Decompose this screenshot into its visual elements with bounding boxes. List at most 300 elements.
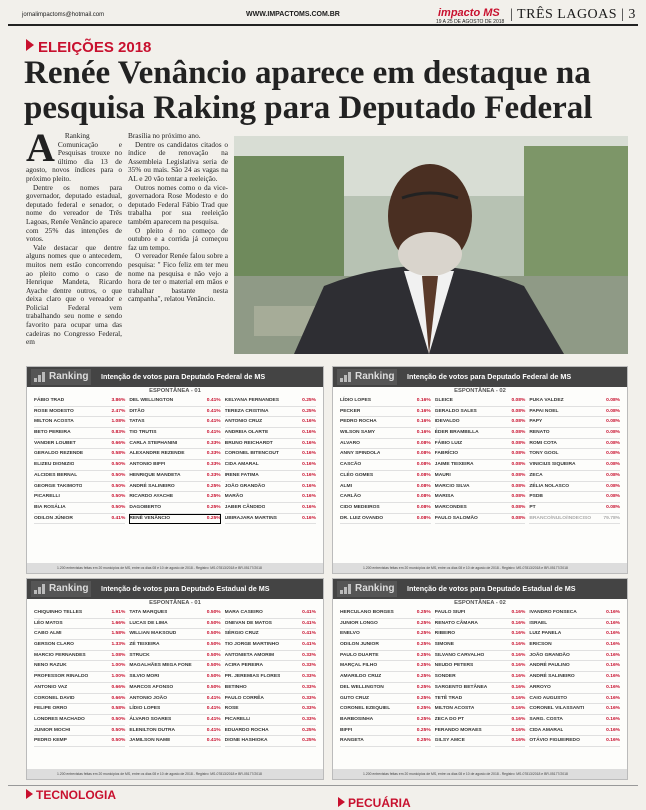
poll-row: [225, 503, 316, 514]
ranking-logo: [31, 581, 91, 597]
poll-row: [225, 726, 316, 737]
candidate-percent: 0.25%: [416, 663, 431, 669]
candidate-percent: 0.08%: [511, 472, 526, 478]
candidate-name: JUNIOR LONGO: [340, 620, 378, 626]
candidate-percent: 0.16%: [302, 494, 316, 500]
candidate-name: KELYANA FERNANDES: [224, 398, 280, 403]
candidate-name: RANGETA: [340, 738, 364, 744]
candidate-percent: 0.16%: [606, 684, 621, 690]
candidate-percent: 1.33%: [111, 642, 126, 648]
candidate-name: ODILON JÚNIOR: [34, 515, 73, 521]
candidate-name: ROSE MODESTO: [34, 408, 74, 414]
candidate-name: JOÃO GRANDÃO: [224, 483, 266, 489]
candidate-name: FÁBIO TRAD: [34, 398, 65, 403]
poll-row: [435, 672, 526, 683]
candidate-percent: 0.16%: [511, 674, 526, 680]
candidate-percent: 0.08%: [511, 483, 526, 489]
candidate-percent: 0.08%: [511, 515, 526, 521]
ranking-logo-text: Ranking: [49, 371, 89, 382]
candidate-percent: 1.00%: [111, 674, 126, 680]
poll-row: [340, 683, 431, 694]
candidate-name: IRENE FATIMA: [224, 472, 259, 478]
candidate-name: NEUDO PETERS: [434, 663, 474, 669]
candidate-percent: 0.50%: [206, 663, 221, 669]
candidate-name: SIMONE: [434, 642, 454, 648]
candidate-percent: 0.16%: [606, 738, 621, 744]
poll-row: [529, 661, 620, 672]
candidate-percent: 0.16%: [302, 472, 316, 478]
poll-row: [129, 407, 220, 418]
candidate-name: PAULO SALOMÃO: [434, 515, 478, 521]
candidate-percent: 0.33%: [302, 663, 316, 669]
next-section-tecnologia: [26, 788, 116, 802]
candidate-percent: 0.41%: [111, 515, 126, 521]
candidate-name: CAIO AUGUSTO: [529, 695, 568, 701]
poll-column: [433, 608, 528, 747]
poll-row: [529, 439, 620, 450]
candidate-percent: 0.50%: [206, 631, 221, 637]
chart-bars-icon: [34, 372, 45, 382]
poll-row: [225, 661, 316, 672]
candidate-name: BIA ROSÁLIA: [34, 504, 66, 510]
poll-row: [529, 471, 620, 482]
candidate-percent: 0.08%: [606, 440, 621, 446]
candidate-name: ANDRÉ SALINEIRO: [129, 483, 175, 489]
candidate-name: CHIQUINHO TELLES: [34, 610, 83, 615]
candidate-name: SILVIO MORI: [129, 674, 160, 680]
candidate-name: PAPAI NOEL: [529, 408, 559, 414]
poll-row: [529, 492, 620, 503]
candidate-name: LUCAS DE LIMA: [129, 620, 168, 626]
poll-panel-federal-1: [26, 366, 324, 574]
candidate-percent: 0.50%: [111, 727, 126, 733]
poll-column: [32, 608, 127, 747]
poll-grid: [27, 396, 323, 524]
poll-row: [529, 726, 620, 737]
poll-row: [340, 736, 431, 747]
candidate-percent: 0.25%: [416, 738, 431, 744]
candidate-percent: 0.25%: [416, 652, 431, 658]
candidate-percent: 0.25%: [206, 515, 221, 521]
candidate-name: WILLIAN MAKSOUD: [129, 631, 177, 637]
poll-row: [529, 482, 620, 493]
candidate-name: ANDREIA OLARTE: [224, 430, 269, 436]
triangle-marker-icon: [26, 789, 33, 799]
candidate-name: GEORGE TAKIMOTO: [34, 483, 83, 489]
poll-row: [435, 503, 526, 514]
candidate-name: RENATO: [529, 430, 550, 436]
article-paragraph: Outros nomes como o da vice-governadora Rose Modesto e do deputado Federal Fábio Trad que trabalha por sua reeleição também aparecem na pesquisa.: [128, 182, 228, 226]
poll-row: [34, 640, 125, 651]
candidate-percent: 0.33%: [302, 695, 316, 701]
poll-row: [529, 640, 620, 651]
candidate-name: EDUARDO ROCHA: [224, 727, 269, 733]
candidate-percent: 0.25%: [416, 674, 431, 680]
candidate-name: CORONEL VILASSANTI: [529, 706, 585, 712]
poll-row: [340, 672, 431, 683]
poll-row: [225, 683, 316, 694]
candidate-name: ALMI: [340, 483, 352, 489]
candidate-percent: 0.16%: [302, 451, 316, 457]
candidate-percent: 0.08%: [511, 430, 526, 436]
poll-row: [34, 471, 125, 482]
poll-row: [529, 683, 620, 694]
poll-row: [225, 514, 316, 525]
poll-row: [225, 460, 316, 471]
candidate-name: CASCÃO: [340, 462, 362, 468]
candidate-percent: 0.16%: [606, 695, 621, 701]
candidate-percent: 0.16%: [302, 462, 316, 468]
poll-row: [340, 661, 431, 672]
poll-footer: 1.200 entrevistas feitas em 20 municípios de MS, entre os dias 08 e 10 de agosto de 2018 - Registro: MS-07813/2018 e BR-05177/2018: [333, 563, 627, 573]
candidate-name: IDEVALDO: [434, 419, 460, 425]
candidate-name: ISRAEL: [529, 620, 548, 626]
poll-column: [127, 608, 222, 747]
poll-row: [225, 471, 316, 482]
poll-column: [32, 396, 127, 524]
candidate-name: MAGALHÃES MEGA FONE: [129, 663, 192, 669]
candidate-percent: 0.08%: [606, 398, 621, 403]
candidate-percent: 0.16%: [511, 738, 526, 744]
candidate-name: HERCULANO BORGES: [340, 610, 394, 615]
candidate-name: FERANDO MORAES: [434, 727, 482, 733]
candidate-percent: 0.50%: [206, 652, 221, 658]
candidate-name: LÍDIO LOPES: [129, 706, 161, 712]
poll-row: [529, 694, 620, 705]
candidate-percent: 0.41%: [302, 642, 316, 648]
poll-row: [129, 482, 220, 493]
candidate-name: DAGOBERTO: [129, 504, 162, 510]
article-paragraph: Dentre os candidatos citados o índice de renovação na Assembleia Legislativa seria de 35% ou mais. São 24 as vagas na AL e 20 vão tentar a reeleição.: [128, 139, 228, 183]
poll-row: [129, 608, 220, 619]
poll-row: [225, 651, 316, 662]
poll-row: [129, 428, 220, 439]
candidate-percent: 0.16%: [302, 440, 316, 446]
candidate-percent: 0.25%: [206, 504, 221, 510]
candidate-percent: 0.08%: [511, 398, 526, 403]
poll-row: [34, 482, 125, 493]
candidate-name: ANDRÉ PAULINO: [529, 663, 570, 669]
candidate-percent: 79.78%: [603, 515, 621, 521]
candidate-percent: 0.08%: [416, 451, 431, 457]
poll-subtitle: ESPONTÂNEA - 01: [149, 600, 201, 606]
candidate-name: ELENILTON DUTRA: [129, 727, 176, 733]
poll-title: Intenção de votos para Deputado Estadual de MS: [407, 584, 576, 593]
candidate-percent: 0.16%: [606, 610, 621, 615]
section-divider: [8, 785, 638, 786]
candidate-percent: 0.16%: [606, 674, 621, 680]
candidate-name: MARÇAL FILHO: [340, 663, 378, 669]
candidate-name: PAULO CORRÊA: [224, 695, 264, 701]
poll-row: [129, 661, 220, 672]
poll-row: [225, 694, 316, 705]
poll-header: [333, 367, 627, 387]
candidate-name: MILTON ACOSTA: [34, 419, 74, 425]
candidate-percent: 0.25%: [206, 483, 221, 489]
poll-row: [340, 460, 431, 471]
poll-grid: [333, 608, 627, 747]
candidate-name: ANTONIO CRUZ: [224, 419, 263, 425]
poll-row: [529, 514, 620, 525]
candidate-name: JAIME TEIXEIRA: [434, 462, 474, 468]
poll-row: [340, 449, 431, 460]
candidate-percent: 0.50%: [206, 674, 221, 680]
candidate-name: BRUNO REICHARDT: [224, 440, 273, 446]
poll-footer: 1.200 entrevistas feitas em 20 municípios de MS, entre os dias 08 e 10 de agosto de 2018 - Registro: MS-07813/2018 e BR-05177/2018: [27, 769, 323, 779]
candidate-name: MARÃO: [224, 494, 244, 500]
article-paragraph: O pleito é no começo de outubro e a corrida já começou faz um tempo.: [128, 225, 228, 252]
candidate-percent: 0.08%: [606, 419, 621, 425]
poll-row: [435, 736, 526, 747]
candidate-percent: 0.25%: [416, 727, 431, 733]
candidate-percent: 1.00%: [111, 663, 126, 669]
candidate-percent: 0.33%: [302, 706, 316, 712]
candidate-name: MILTON ACOSTA: [434, 706, 475, 712]
ranking-logo-text: Ranking: [355, 371, 395, 382]
candidate-name: BETINHO: [224, 684, 247, 690]
candidate-name: PEDRO KEMP: [34, 738, 67, 744]
candidate-name: ELIZEU DIONIZIO: [34, 462, 75, 468]
candidate-percent: 0.16%: [606, 652, 621, 658]
poll-row: [34, 396, 125, 407]
candidate-percent: 0.08%: [606, 483, 621, 489]
poll-row: [340, 651, 431, 662]
poll-row: [340, 407, 431, 418]
candidate-percent: 0.08%: [606, 494, 621, 500]
candidate-name: PROFESSOR RINALDO: [34, 674, 89, 680]
poll-header: [27, 367, 323, 387]
poll-row: [340, 482, 431, 493]
candidate-name: CARLÃO: [340, 494, 361, 500]
candidate-name: MARISA: [434, 494, 454, 500]
masthead: [8, 6, 638, 26]
candidate-percent: 0.16%: [511, 642, 526, 648]
candidate-percent: 0.08%: [606, 430, 621, 436]
candidate-name: ROMI COTA: [529, 440, 557, 446]
poll-row: [225, 449, 316, 460]
poll-row: [34, 715, 125, 726]
poll-row: [129, 726, 220, 737]
candidate-name: PSDB: [529, 494, 543, 500]
poll-row: [435, 640, 526, 651]
candidate-name: MARCOS AFONSO: [129, 684, 174, 690]
poll-row: [435, 619, 526, 630]
ranking-logo-text: Ranking: [49, 583, 89, 594]
candidate-percent: 0.41%: [302, 620, 316, 626]
candidate-name: WILSON SAMY: [340, 430, 376, 436]
candidate-percent: 0.25%: [416, 695, 431, 701]
poll-subtitle: ESPONTÂNEA - 02: [454, 600, 506, 606]
poll-row: [129, 503, 220, 514]
candidate-percent: 0.16%: [606, 716, 621, 722]
candidate-percent: 0.25%: [302, 738, 316, 744]
candidate-percent: 0.08%: [416, 483, 431, 489]
candidate-percent: 0.16%: [416, 430, 431, 436]
poll-row: [529, 407, 620, 418]
candidate-name: IVANDRO FONSECA: [529, 610, 577, 615]
candidate-name: ANTONIO JOÃO: [129, 695, 168, 701]
candidate-name: PAPY: [529, 419, 543, 425]
candidate-percent: 0.50%: [111, 716, 126, 722]
candidate-percent: 0.08%: [511, 440, 526, 446]
candidate-name: GERALDO SALES: [434, 408, 477, 414]
candidate-name: PUKA VALDEZ: [529, 398, 564, 403]
candidate-percent: 0.08%: [416, 462, 431, 468]
candidate-percent: 0.50%: [111, 494, 126, 500]
poll-row: [34, 694, 125, 705]
candidate-name: OTÁVIO FIGUEIREDO: [529, 738, 580, 744]
candidate-percent: 0.25%: [416, 642, 431, 648]
poll-row: [529, 460, 620, 471]
candidate-percent: 0.16%: [511, 727, 526, 733]
poll-row: [129, 514, 220, 525]
poll-panel-estadual-2: [332, 578, 628, 780]
candidate-name: DIONE HASHIOKA: [224, 738, 268, 744]
candidate-percent: 0.16%: [302, 515, 316, 521]
poll-row: [340, 726, 431, 737]
poll-row: [435, 661, 526, 672]
candidate-name: DITÃO: [129, 408, 145, 414]
poll-footer: 1.200 entrevistas feitas em 20 municípios de MS, entre os dias 08 e 10 de agosto de 2018 - Registro: MS-07813/2018 e BR-05177/2018: [27, 563, 323, 573]
ranking-logo: [337, 369, 397, 385]
poll-row: [340, 439, 431, 450]
poll-row: [225, 672, 316, 683]
candidate-percent: 0.16%: [511, 695, 526, 701]
candidate-percent: 0.50%: [111, 472, 126, 478]
candidate-name: TEREZA CRISTINA: [224, 408, 269, 414]
poll-panel-federal-2: [332, 366, 628, 574]
candidate-name: VANDER LOUBET: [34, 440, 76, 446]
poll-row: [435, 651, 526, 662]
poll-column: [223, 396, 318, 524]
section-label: TECNOLOGIA: [36, 788, 116, 802]
candidate-name: CIDA AMARAL: [224, 462, 259, 468]
poll-row: [340, 428, 431, 439]
poll-row: [529, 629, 620, 640]
candidate-percent: 0.33%: [302, 684, 316, 690]
candidate-name: MARA CASEIRO: [224, 610, 263, 615]
candidate-name: ALCIDES BERNAL: [34, 472, 78, 478]
candidate-percent: 0.58%: [111, 706, 126, 712]
triangle-marker-icon: [26, 39, 34, 51]
poll-row: [129, 715, 220, 726]
section-kicker: [26, 39, 151, 56]
candidate-name: TATAS: [129, 419, 145, 425]
candidate-percent: 0.16%: [302, 419, 316, 425]
poll-row: [435, 704, 526, 715]
candidate-name: ERICSON: [529, 642, 552, 648]
candidate-name: ÉDER BRAMBILLA: [434, 430, 479, 436]
candidate-percent: 0.25%: [302, 398, 316, 403]
candidate-percent: 0.41%: [206, 738, 221, 744]
candidate-name: GERSON CLARO: [34, 642, 74, 648]
masthead-site: WWW.IMPACTOMS.COM.BR: [246, 11, 340, 18]
candidate-percent: 3.86%: [111, 398, 126, 403]
candidate-photo-illustration: [234, 136, 628, 354]
candidate-percent: 0.08%: [416, 515, 431, 521]
candidate-percent: 0.33%: [206, 462, 221, 468]
candidate-percent: 2.47%: [111, 408, 126, 414]
candidate-percent: 0.41%: [206, 430, 221, 436]
poll-row: [34, 629, 125, 640]
candidate-percent: 0.58%: [111, 451, 126, 457]
candidate-name: DEL WELLINGTON: [129, 398, 174, 403]
poll-row: [129, 694, 220, 705]
poll-row: [340, 417, 431, 428]
poll-row: [340, 396, 431, 407]
triangle-marker-icon: [338, 797, 345, 807]
candidate-name: TIO JORGE MARTINHO: [224, 642, 279, 648]
candidate-percent: 0.16%: [606, 727, 621, 733]
poll-row: [529, 449, 620, 460]
candidate-name: VINICIUS SIQUEIRA: [529, 462, 576, 468]
candidate-percent: 0.08%: [416, 472, 431, 478]
candidate-percent: 0.66%: [111, 684, 126, 690]
poll-row: [129, 492, 220, 503]
poll-row: [34, 514, 125, 525]
poll-row: [435, 694, 526, 705]
article-column-2: [128, 132, 228, 304]
candidate-percent: 0.16%: [302, 504, 316, 510]
candidate-percent: 0.50%: [206, 684, 221, 690]
poll-column: [223, 608, 318, 747]
poll-header: [27, 579, 323, 599]
poll-row: [34, 439, 125, 450]
candidate-percent: 0.25%: [416, 706, 431, 712]
poll-row: [340, 471, 431, 482]
candidate-name: ANTONIETA AMORIM: [224, 652, 275, 658]
candidate-percent: 0.08%: [511, 408, 526, 414]
poll-row: [529, 417, 620, 428]
poll-row: [340, 704, 431, 715]
candidate-name: LUIZ PANELA: [529, 631, 562, 637]
poll-row: [435, 407, 526, 418]
candidate-percent: 0.16%: [302, 483, 316, 489]
candidate-name: GUTO CRUZ: [340, 695, 369, 701]
candidate-percent: 0.41%: [302, 631, 316, 637]
candidate-percent: 0.08%: [416, 494, 431, 500]
poll-row: [225, 640, 316, 651]
poll-row: [435, 514, 526, 525]
candidate-percent: 0.41%: [206, 716, 221, 722]
candidate-name: GLEICE: [434, 398, 453, 403]
poll-row: [529, 619, 620, 630]
candidate-percent: 0.33%: [302, 716, 316, 722]
candidate-name: FELIPE ORRO: [34, 706, 68, 712]
poll-row: [129, 736, 220, 747]
poll-row: [529, 715, 620, 726]
candidate-name: ANDRÉ SALINEIRO: [529, 674, 575, 680]
candidate-name: CORONEL EZEQUIEL: [340, 706, 391, 712]
candidate-percent: 0.16%: [511, 706, 526, 712]
candidate-percent: 0.16%: [511, 620, 526, 626]
poll-row: [225, 482, 316, 493]
poll-row: [340, 640, 431, 651]
candidate-name: CIDA AMARAL: [529, 727, 564, 733]
candidate-percent: 0.08%: [511, 494, 526, 500]
candidate-name: TATA MARQUES: [129, 610, 168, 615]
candidate-percent: 0.50%: [206, 610, 221, 615]
article-paragraph: O vereador Renée falou sobre a pesquisa: " Fico feliz em ter meu nome na pesquisa e não vejo a hora de ter o material em mãos e trabalhar bastante nesta campanha", relatou Venâncio.: [128, 251, 228, 304]
candidate-name: DR. LUIZ OVANDO: [340, 515, 384, 521]
candidate-percent: 0.16%: [511, 610, 526, 615]
drop-cap: A: [26, 125, 55, 170]
poll-row: [435, 715, 526, 726]
candidate-percent: 0.16%: [302, 430, 316, 436]
poll-row: [529, 428, 620, 439]
candidate-name: HENRIQUE MANDETA: [129, 472, 181, 478]
candidate-percent: 0.08%: [511, 504, 526, 510]
